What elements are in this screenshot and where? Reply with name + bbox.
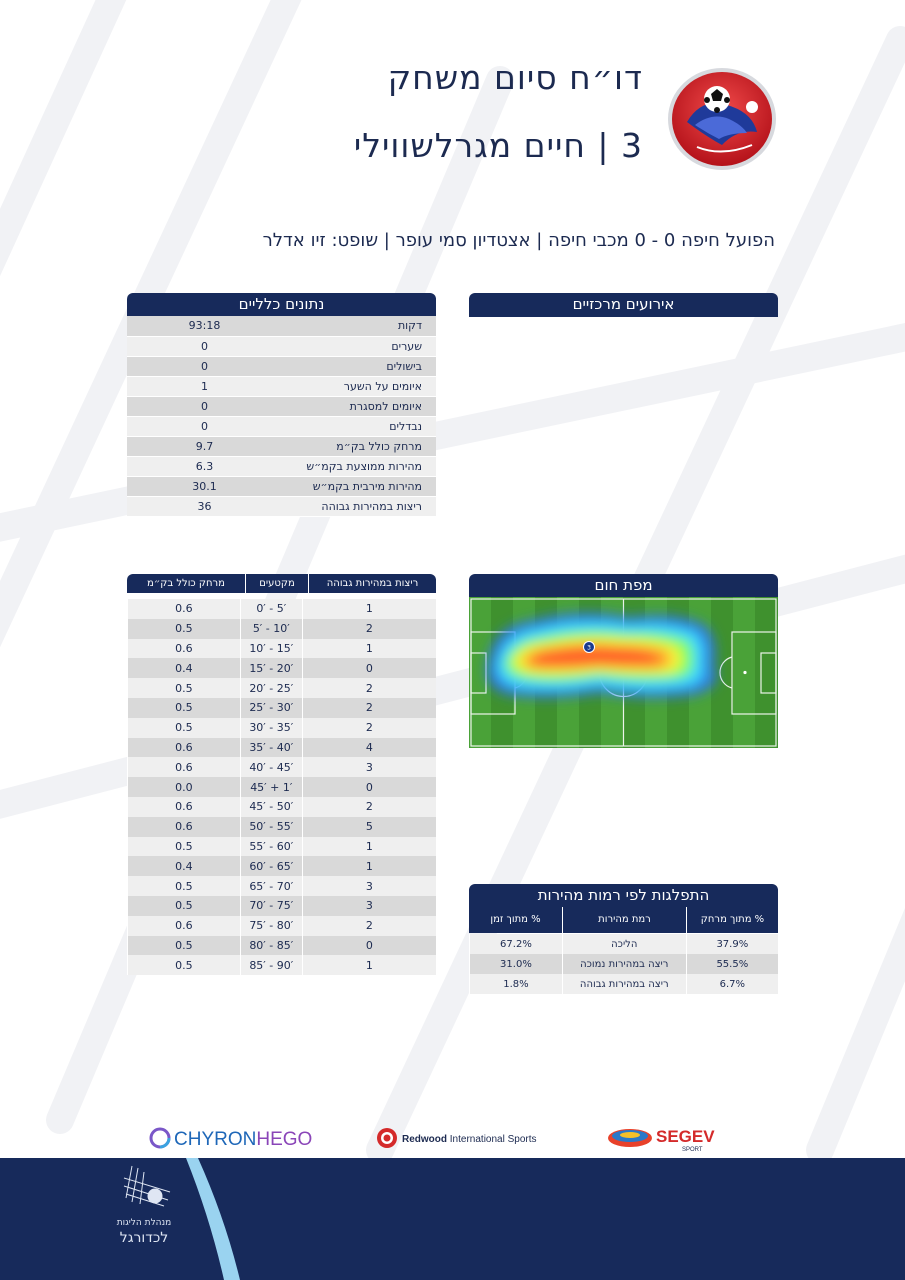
- chyronhego-logo: [151, 1129, 312, 1150]
- svg-text:CHYRONHEGO: CHYRONHEGO: [174, 1129, 313, 1150]
- segment-row: [128, 639, 437, 659]
- club-logo: [667, 67, 777, 171]
- stat-label: מהירות מירבית בקמ״ש: [282, 476, 436, 496]
- speed-table: [469, 934, 778, 994]
- segment-distance: 0.6: [128, 817, 241, 837]
- segment-row: [128, 936, 437, 956]
- segment-distance: 0.6: [128, 599, 241, 619]
- stat-label: ריצות במהירות גבוהה: [282, 496, 436, 516]
- segment-runs: 4: [302, 738, 436, 758]
- segment-row: [128, 777, 437, 797]
- stat-row: [127, 476, 436, 496]
- segment-distance: 0.5: [128, 698, 241, 718]
- stat-value: 9.7: [127, 436, 282, 456]
- footer-graphics: [0, 1158, 905, 1280]
- segment-distance: 0.6: [128, 757, 241, 777]
- segment-range: 35′ - 40′: [240, 738, 302, 758]
- segment-distance: 0.6: [128, 797, 241, 817]
- header-distance: מרחק כולל בק״מ: [147, 578, 225, 589]
- segment-row: [128, 817, 437, 837]
- stat-row: [127, 416, 436, 436]
- segment-row: [128, 856, 437, 876]
- key-events-header: אירועים מרכזיים: [469, 293, 778, 317]
- segment-row: [128, 896, 437, 916]
- segment-row: [128, 876, 437, 896]
- segment-range: 40′ - 45′: [240, 757, 302, 777]
- speed-time-pct: 1.8%: [470, 974, 563, 994]
- segment-distance: 0.5: [128, 936, 241, 956]
- speed-distance-pct: 55.5%: [686, 954, 778, 974]
- segment-row: [128, 619, 437, 639]
- segment-runs: 0: [302, 658, 436, 678]
- segment-range: 45′ + 1′: [240, 777, 302, 797]
- player-marker: 3: [587, 644, 591, 652]
- speed-header: התפלגות לפי רמות מהירות: [469, 884, 778, 907]
- league-name-line1: מנהלת הליגות: [116, 1218, 172, 1228]
- stat-row: [127, 356, 436, 376]
- segment-distance: 0.5: [128, 876, 241, 896]
- segment-runs: 3: [302, 876, 436, 896]
- segev-logo: [608, 1127, 715, 1153]
- segment-runs: 1: [302, 837, 436, 857]
- segment-range: 75′ - 80′: [240, 916, 302, 936]
- speed-row: [470, 974, 779, 994]
- segment-runs: 2: [302, 619, 436, 639]
- general-stats-table: [127, 316, 436, 517]
- heatmap-pitch: [469, 597, 778, 748]
- stat-label: שערים: [282, 336, 436, 356]
- segment-row: [128, 757, 437, 777]
- segment-range: 45′ - 50′: [240, 797, 302, 817]
- segment-range: 30′ - 35′: [240, 718, 302, 738]
- stat-label: דקות: [282, 316, 436, 336]
- sponsors-bar: [0, 1120, 905, 1156]
- redwood-logo: [377, 1128, 537, 1148]
- stat-row: [127, 316, 436, 336]
- league-name-line2: לכדורגל: [119, 1230, 169, 1246]
- speed-level: הליכה: [562, 934, 686, 954]
- segment-range: 85′ - 90′: [240, 955, 302, 975]
- segment-distance: 0.4: [128, 658, 241, 678]
- stat-label: איומים למסגרת: [282, 396, 436, 416]
- segment-runs: 1: [302, 639, 436, 659]
- segment-distance: 0.5: [128, 896, 241, 916]
- segment-row: [128, 698, 437, 718]
- speed-table-header: [469, 907, 778, 933]
- segment-row: [128, 797, 437, 817]
- segment-row: [128, 738, 437, 758]
- segment-distance: 0.0: [128, 777, 241, 797]
- league-logo: [124, 1166, 170, 1206]
- stat-row: [127, 336, 436, 356]
- stat-row: [127, 456, 436, 476]
- segment-distance: 0.5: [128, 678, 241, 698]
- segment-range: 20′ - 25′: [240, 678, 302, 698]
- segment-range: 25′ - 30′: [240, 698, 302, 718]
- segments-header: [127, 574, 436, 593]
- match-info: הפועל חיפה 0 - 0 מכבי חיפה | אצטדיון סמי עופר | שופט: זיו אדלר: [262, 230, 775, 251]
- stat-value: 6.3: [127, 456, 282, 476]
- segment-runs: 1: [302, 955, 436, 975]
- segment-runs: 3: [302, 757, 436, 777]
- segment-distance: 0.6: [128, 738, 241, 758]
- stat-value: 0: [127, 396, 282, 416]
- segment-runs: 2: [302, 678, 436, 698]
- segment-row: [128, 718, 437, 738]
- stat-label: בישולים: [282, 356, 436, 376]
- speed-time-pct: 67.2%: [470, 934, 563, 954]
- segment-runs: 0: [302, 777, 436, 797]
- speed-level: ריצה במהירות גבוהה: [562, 974, 686, 994]
- header-time-pct: % מתוך זמן: [490, 914, 541, 925]
- segments-table: [127, 599, 436, 975]
- player-title: 3 | חיים מגרלשווילי: [353, 126, 643, 165]
- segment-distance: 0.5: [128, 718, 241, 738]
- segment-range: 0′ - 5′: [240, 599, 302, 619]
- segment-runs: 5: [302, 817, 436, 837]
- segment-runs: 1: [302, 599, 436, 619]
- segment-row: [128, 837, 437, 857]
- segment-range: 5′ - 10′: [240, 619, 302, 639]
- stat-value: 36: [127, 496, 282, 516]
- stat-value: 93:18: [127, 316, 282, 336]
- segment-runs: 2: [302, 718, 436, 738]
- speed-distance-pct: 37.9%: [686, 934, 778, 954]
- segment-row: [128, 658, 437, 678]
- speed-distance-pct: 6.7%: [686, 974, 778, 994]
- segment-distance: 0.4: [128, 856, 241, 876]
- speed-time-pct: 31.0%: [470, 954, 563, 974]
- segment-runs: 1: [302, 856, 436, 876]
- svg-text:Redwood International Sports: Redwood International Sports: [402, 1134, 537, 1145]
- page-title: דו״ח סיום משחק: [387, 58, 643, 97]
- general-stats-header: נתונים כלליים: [127, 293, 436, 316]
- segment-runs: 2: [302, 797, 436, 817]
- stat-value: 30.1: [127, 476, 282, 496]
- header-high-speed-runs: ריצות במהירות גבוהה: [308, 574, 436, 593]
- segment-range: 65′ - 70′: [240, 876, 302, 896]
- segment-row: [128, 678, 437, 698]
- stat-label: מהירות ממוצעת בקמ״ש: [282, 456, 436, 476]
- svg-text:SPORT: SPORT: [682, 1147, 703, 1153]
- segment-range: 10′ - 15′: [240, 639, 302, 659]
- segment-distance: 0.5: [128, 619, 241, 639]
- header-distance-pct: % מתוך מרחק: [686, 907, 778, 933]
- stat-value: 0: [127, 416, 282, 436]
- header-speed-level: רמת מהירות: [562, 907, 686, 933]
- segment-range: 50′ - 55′: [240, 817, 302, 837]
- stat-value: 0: [127, 356, 282, 376]
- segment-distance: 0.6: [128, 639, 241, 659]
- segment-range: 70′ - 75′: [240, 896, 302, 916]
- segment-runs: 2: [302, 916, 436, 936]
- segment-range: 80′ - 85′: [240, 936, 302, 956]
- stat-value: 1: [127, 376, 282, 396]
- speed-row: [470, 954, 779, 974]
- segment-range: 15′ - 20′: [240, 658, 302, 678]
- stat-value: 0: [127, 336, 282, 356]
- segment-distance: 0.5: [128, 837, 241, 857]
- stat-label: מרחק כולל בק״מ: [282, 436, 436, 456]
- segment-runs: 3: [302, 896, 436, 916]
- stat-row: [127, 376, 436, 396]
- stat-row: [127, 436, 436, 456]
- segment-distance: 0.5: [128, 955, 241, 975]
- segment-row: [128, 955, 437, 975]
- segment-runs: 2: [302, 698, 436, 718]
- footer: [0, 1158, 905, 1280]
- stat-row: [127, 496, 436, 516]
- heatmap-header: מפת חום: [469, 574, 778, 597]
- speed-row: [470, 934, 779, 954]
- speed-level: ריצה במהירות נמוכה: [562, 954, 686, 974]
- header-segments: מקטעים: [245, 574, 308, 593]
- segment-row: [128, 916, 437, 936]
- stat-row: [127, 396, 436, 416]
- segment-range: 60′ - 65′: [240, 856, 302, 876]
- segment-runs: 0: [302, 936, 436, 956]
- segment-range: 55′ - 60′: [240, 837, 302, 857]
- svg-text:SEGEV: SEGEV: [656, 1127, 715, 1146]
- segment-distance: 0.6: [128, 916, 241, 936]
- segment-row: [128, 599, 437, 619]
- stat-label: נבדלים: [282, 416, 436, 436]
- stat-label: איומים על השער: [282, 376, 436, 396]
